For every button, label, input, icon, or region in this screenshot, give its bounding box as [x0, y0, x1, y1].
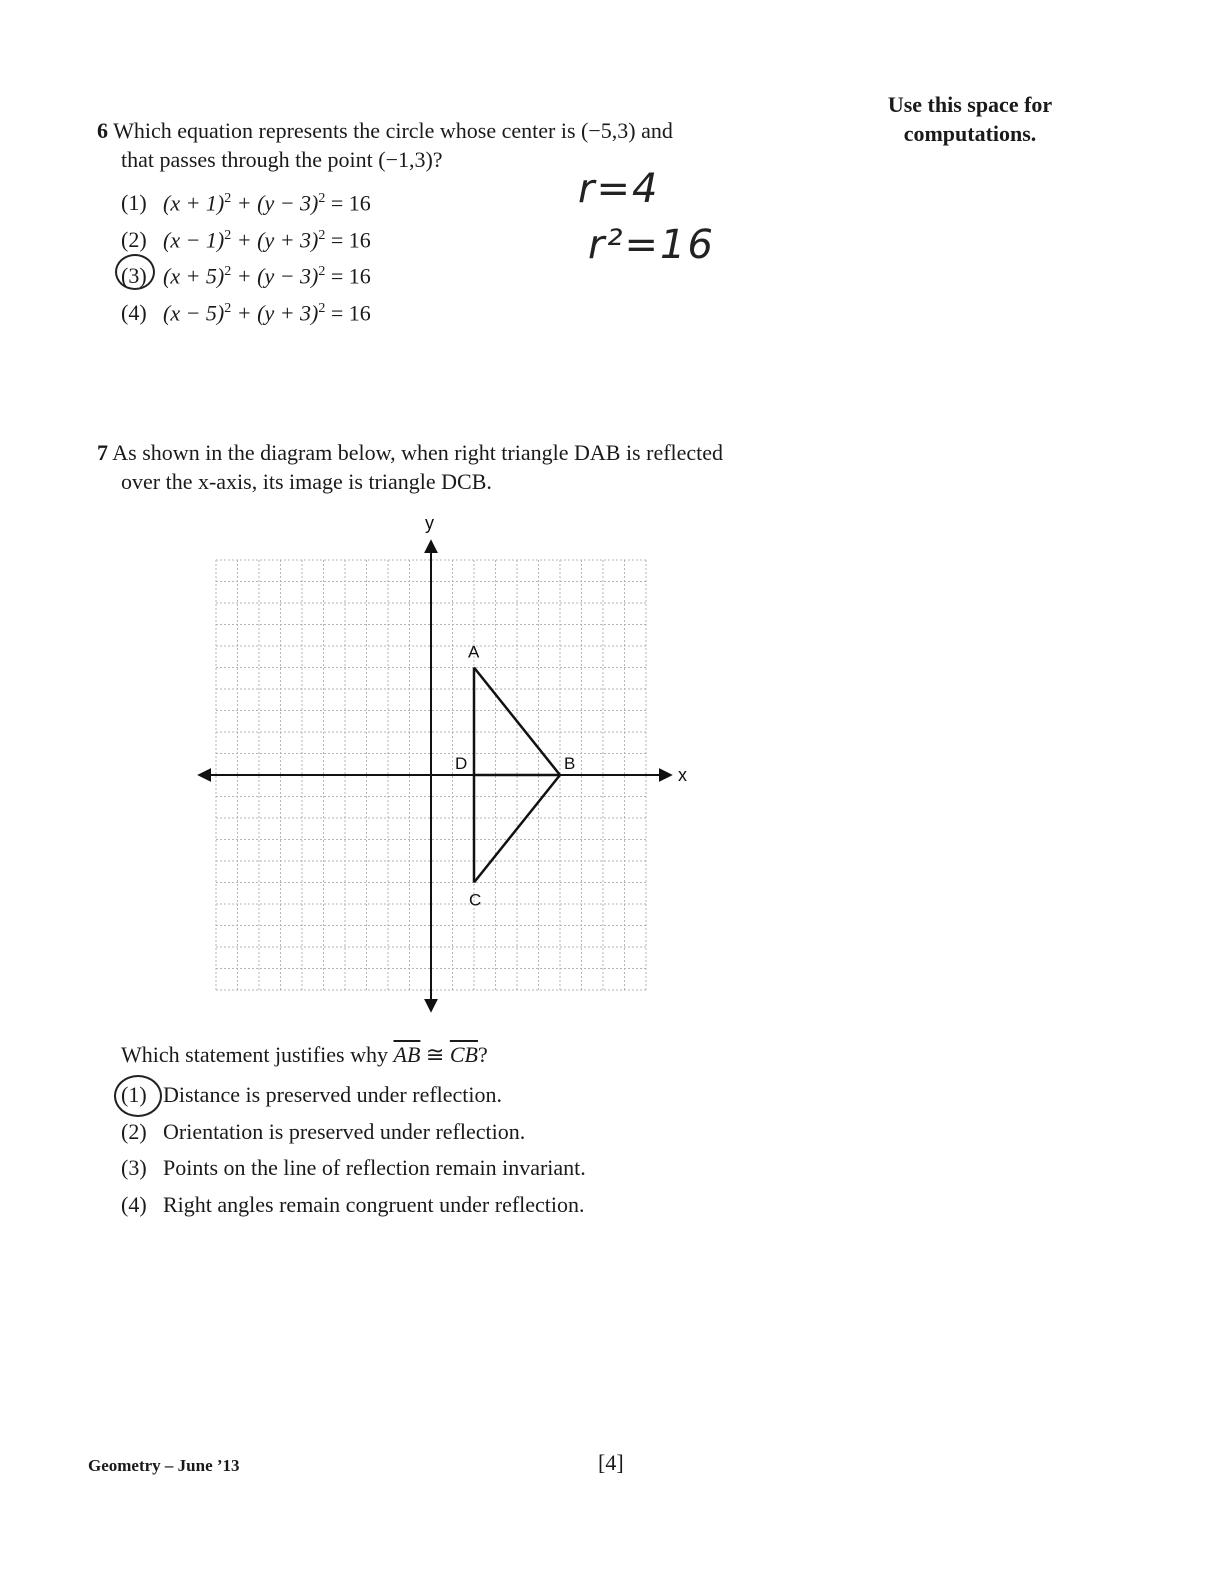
choice-lhs: (x − 1) — [163, 227, 225, 253]
point-label-d: D — [455, 754, 468, 773]
question-7-number: 7 — [97, 440, 108, 465]
q7-choice-3[interactable] — [121, 1155, 586, 1181]
exponent: 2 — [318, 191, 326, 206]
exponent: 2 — [224, 191, 232, 206]
choice-rhs: = 16 — [325, 300, 371, 326]
choice-label: (4) — [121, 300, 147, 326]
segment-cb — [474, 775, 560, 883]
prompt-suffix: ? — [477, 1042, 488, 1067]
choice-rhs: = 16 — [325, 190, 371, 216]
point-label-a: A — [468, 642, 480, 662]
q7-choice-1[interactable] — [121, 1082, 502, 1108]
choice-mid: + (y + 3) — [231, 227, 319, 253]
question-6-text-line2: that passes through the point (−1,3)? — [121, 147, 443, 172]
q6-choice-2[interactable] — [121, 223, 371, 253]
exponent: 2 — [224, 264, 232, 279]
choice-label: (2) — [121, 227, 147, 253]
exponent: 2 — [318, 301, 326, 316]
choice-mid: + (y − 3) — [231, 263, 319, 289]
page-number: [4] — [598, 1450, 624, 1475]
exponent: 2 — [224, 301, 232, 316]
q6-choice-4[interactable] — [121, 296, 371, 326]
prompt-prefix: Which statement justifies why — [121, 1042, 394, 1067]
segment-cb-name: $\overline{CB}$ — [449, 1042, 478, 1067]
answer-circle-q7 — [114, 1075, 162, 1117]
choice-mid: + (y − 3) — [231, 190, 319, 216]
segment-ab — [474, 668, 560, 776]
handwriting-radius-squared: r²=16 — [588, 222, 715, 268]
question-7 — [97, 438, 723, 496]
question-7-prompt — [121, 1040, 488, 1069]
question-6-number: 6 — [97, 118, 108, 143]
computation-note-line2: computations. — [903, 121, 1037, 146]
question-7-text-line2: over the x-axis, its image is triangle DCB. — [121, 469, 492, 494]
q7-choice-2[interactable] — [121, 1119, 525, 1145]
choice-lhs: (x − 5) — [163, 300, 225, 326]
choice-text: Orientation is preserved under reflection. — [163, 1119, 526, 1144]
question-7-text-line1: As shown in the diagram below, when right triangle DAB is reflected — [112, 440, 724, 465]
computation-note-line1: Use this space for — [887, 92, 1053, 117]
q6-choice-1[interactable] — [121, 186, 371, 216]
choice-rhs: = 16 — [325, 263, 371, 289]
choice-label: (3) — [121, 1155, 147, 1180]
choice-text: Right angles remain congruent under reflection. — [163, 1192, 585, 1217]
y-axis-label: y — [425, 513, 434, 533]
congruent-symbol: ≅ — [420, 1042, 450, 1067]
question-6-text-line1: Which equation represents the circle whose center is (−5,3) and — [113, 118, 673, 143]
q7-choice-4[interactable] — [121, 1192, 585, 1218]
segment-ab-name: $\overline{AB}$ — [393, 1042, 421, 1067]
choice-text: Distance is preserved under reflection. — [163, 1082, 503, 1107]
point-label-b: B — [564, 754, 576, 773]
choice-text: Points on the line of reflection remain invariant. — [163, 1155, 586, 1180]
x-axis-label: x — [678, 765, 687, 785]
handwriting-radius: r=4 — [578, 166, 660, 212]
coordinate-grid-diagram — [190, 505, 700, 1015]
choice-label: (2) — [121, 1119, 147, 1144]
exponent: 2 — [224, 228, 232, 243]
choice-mid: + (y + 3) — [231, 300, 319, 326]
footer-exam-title: Geometry – June ’13 — [88, 1456, 240, 1475]
choice-lhs: (x + 1) — [163, 190, 225, 216]
choice-lhs: (x + 5) — [163, 263, 225, 289]
computation-space-note — [850, 90, 1090, 148]
q6-choice-3[interactable] — [121, 259, 371, 289]
choice-label: (1) — [121, 1082, 147, 1107]
choice-label: (3) — [121, 263, 147, 289]
choice-rhs: = 16 — [325, 227, 371, 253]
choice-label: (4) — [121, 1192, 147, 1217]
exponent: 2 — [318, 228, 326, 243]
answer-circle-q6 — [115, 254, 155, 290]
choice-label: (1) — [121, 190, 147, 216]
exponent: 2 — [318, 264, 326, 279]
point-label-c: C — [469, 890, 482, 910]
